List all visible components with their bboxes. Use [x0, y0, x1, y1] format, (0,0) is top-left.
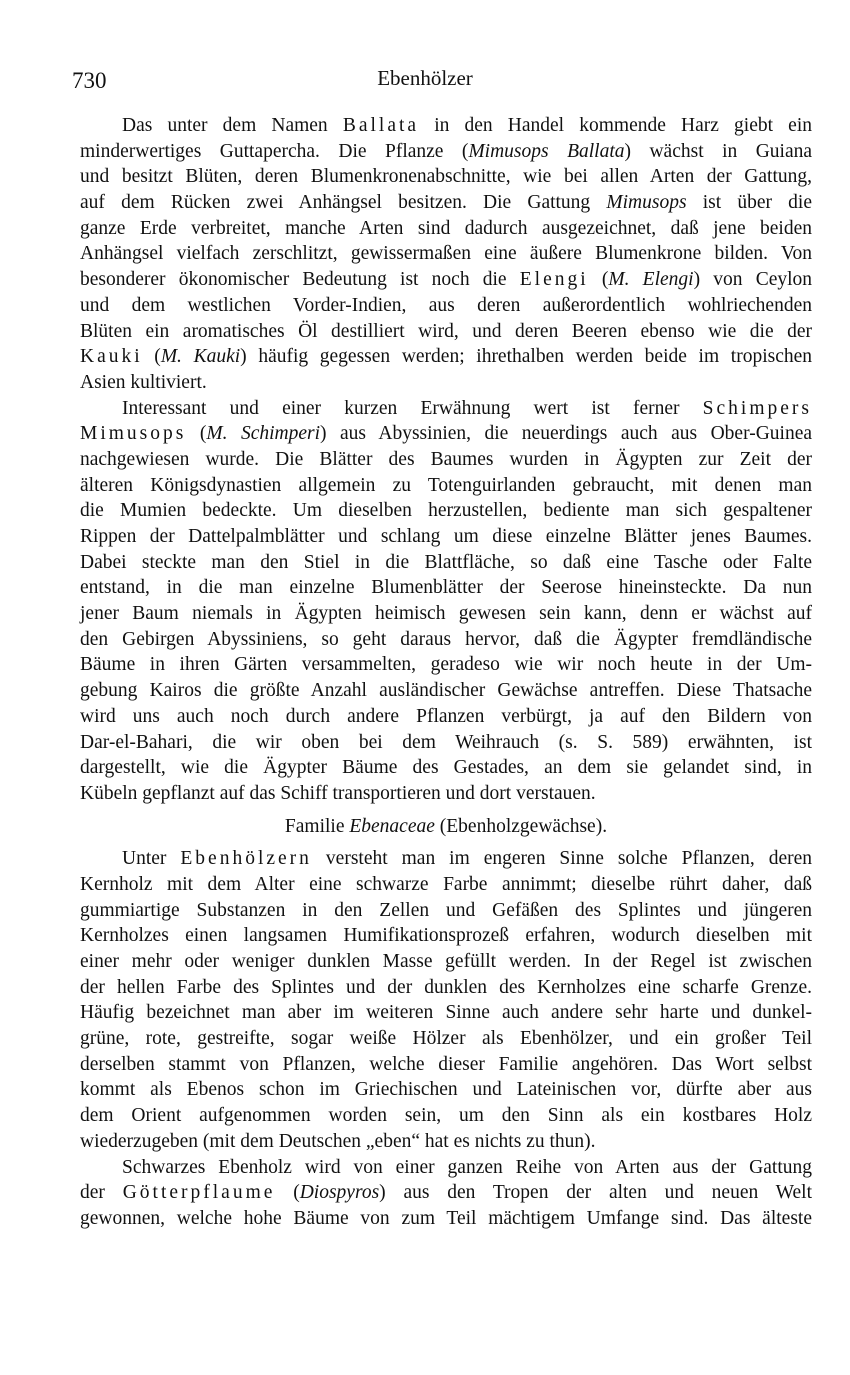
- spaced-text: Elengi: [519, 269, 589, 291]
- text-line: [80, 550, 812, 576]
- text-line: [80, 730, 812, 756]
- text-line: [80, 319, 812, 345]
- text-run: Asien kultiviert.: [80, 371, 207, 393]
- text-run: versteht man im engeren Sinne solche Pflanzen, deren: [311, 848, 812, 870]
- text-run: ist über die: [686, 192, 812, 214]
- text-line: [80, 344, 812, 370]
- text-run: Familie: [284, 815, 350, 837]
- text-run: Häufig bezeichnet man aber im weiteren Sinne auch andere sehr harte und dunkel-: [80, 1002, 812, 1024]
- text-run: (Ebenholzgewächse).: [434, 815, 608, 837]
- text-line: [80, 1180, 812, 1206]
- text-run: gummiartige Substanzen in den Zellen und Gefäßen des Splintes und jüngeren: [80, 899, 812, 921]
- text-line: [80, 575, 812, 601]
- text-run: in den Handel kommende Harz giebt ein: [419, 115, 812, 136]
- text-line: [80, 216, 812, 242]
- text-line: [80, 949, 812, 975]
- text-line: [80, 1026, 812, 1052]
- text-run: derselben stammt von Pflanzen, welche dieser Familie angehören. Das Wort selbst: [80, 1053, 812, 1075]
- text-line: [80, 846, 812, 872]
- text-run: der: [80, 1182, 123, 1204]
- text-line: [80, 781, 812, 807]
- text-run: minderwertiges Guttapercha. Die Pflanze (: [80, 140, 469, 162]
- page-body: [80, 113, 812, 1232]
- text-run: gewonnen, welche hohe Bäume von zum Teil mächtigem Umfange sind. Das älteste: [80, 1207, 812, 1229]
- text-line: [80, 755, 812, 781]
- italic-text: M. Schimperi: [206, 423, 321, 445]
- text-run: älteren Königsdynastien allgemein zu Totenguirlanden gebraucht, mit denen man: [80, 474, 812, 496]
- text-run: die Mumien bedeckte. Um dieselben herzustellen, bediente man sich gespaltener: [80, 500, 812, 522]
- text-line: [80, 872, 812, 898]
- text-run: Blüten ein aromatisches Öl destilliert wird, und deren Beeren ebenso wie die der: [80, 320, 812, 342]
- spaced-text: Götterpflaume: [122, 1182, 276, 1204]
- text-run: dargestellt, wie die Ägypter Bäume des Gestades, an dem sie gelandet sind, in: [80, 757, 812, 779]
- text-run: grüne, rote, gestreifte, sogar weiße Hölzer als Ebenhölzer, und ein großer Teil: [80, 1028, 812, 1050]
- text-line: [80, 1077, 812, 1103]
- text-run: den Gebirgen Abyssiniens, so geht daraus hervor, daß die Ägypter fremdländische: [80, 628, 812, 650]
- paragraph: [80, 396, 812, 807]
- text-run: jener Baum niemals in Ägypten heimisch gewesen sein kann, denn er wächst auf: [80, 603, 812, 625]
- text-line: [80, 1206, 812, 1232]
- text-line: [80, 267, 812, 293]
- text-run: und besitzt Blüten, deren Blumenkronenabschnitte, wie bei allen Arten der Gattung,: [80, 166, 812, 188]
- text-run: Rippen der Dattelpalmblätter und schlang um diese einzelne Blätter jenes Baumes.: [80, 526, 812, 547]
- text-line: [80, 652, 812, 678]
- text-run: entstand, in die man einzelne Blumenblätter der Seerose hineinsteckte. Da nun: [80, 577, 812, 599]
- text-run: ) häufig gegessen werden; ihrethalben werden beide im tropischen: [240, 346, 813, 368]
- text-run: besonderer ökonomischer Bedeutung ist noch die: [80, 269, 520, 291]
- text-run: ganze Erde verbreitet, manche Arten sind dadurch ausgezeichnet, daß jene beiden: [80, 217, 812, 239]
- text-run: gebung Kairos die größte Anzahl ausländischer Gewächse antreffen. Diese Thatsache: [80, 680, 812, 702]
- text-run: (: [588, 269, 609, 291]
- text-line: [80, 975, 812, 1001]
- text-run: wiederzugeben (mit dem Deutschen „eben“ hat es nichts zu thun).: [80, 1130, 596, 1152]
- paragraph: [80, 1155, 812, 1232]
- text-line: [80, 1103, 812, 1129]
- text-line: [80, 421, 812, 447]
- spaced-text: Ballata: [342, 115, 420, 136]
- text-run: ) aus Abyssinien, die neuerdings auch aus Ober-Guinea: [320, 423, 812, 445]
- text-run: ) aus den Tropen der alten und neuen Welt: [379, 1182, 812, 1204]
- text-line: [80, 396, 812, 422]
- text-run: kommt als Ebenos schon im Griechischen und Lateinischen vor, dürfte aber aus: [80, 1079, 812, 1101]
- text-line: [80, 923, 812, 949]
- section-heading: [80, 814, 812, 840]
- text-run: Das unter dem Namen: [122, 115, 343, 136]
- italic-text: Diospyros: [299, 1182, 380, 1204]
- text-run: (: [275, 1182, 300, 1204]
- text-line: [80, 139, 812, 165]
- text-run: Kernholz mit dem Alter eine schwarze Farbe annimmt; dieselbe rührt daher, daß: [80, 873, 812, 895]
- italic-text: Mimusops Ballata: [468, 140, 625, 162]
- paragraph: [80, 113, 812, 396]
- text-line: [80, 1155, 812, 1181]
- text-run: Kernholzes einen langsamen Humifikationsprozeß erfahren, wodurch dieselben mit: [80, 925, 812, 947]
- text-run: dem Orient aufgenommen worden sein, um den Sinn als ein kostbares Holz: [80, 1105, 812, 1127]
- text-line: [80, 601, 812, 627]
- italic-text: M. Elengi: [608, 269, 694, 291]
- text-run: einer mehr oder weniger dunklen Masse gefüllt werden. In der Regel ist zwischen: [80, 951, 812, 972]
- text-run: wird uns auch noch durch andere Pflanzen verbürgt, ja auf den Bildern von: [80, 705, 812, 727]
- text-line: [80, 473, 812, 499]
- text-run: der hellen Farbe des Splintes und der dunklen des Kernholzes eine scharfe Grenze.: [80, 976, 812, 998]
- text-run: Bäume in ihren Gärten versammelten, geradeso wie wir noch heute in der Um-: [80, 654, 812, 676]
- spaced-text: Schimpers: [702, 397, 812, 419]
- text-run: (: [142, 346, 161, 368]
- text-run: ) wächst in Guiana: [624, 140, 813, 162]
- running-title: Ebenhölzer: [377, 66, 473, 90]
- text-line: [80, 113, 812, 139]
- text-line: [80, 1129, 812, 1155]
- text-run: Anhängsel vielfach zerschlitzt, gewissermaßen eine äußere Blumenkrone bilden. Von: [80, 243, 812, 265]
- text-line: [80, 498, 812, 524]
- text-line: [80, 241, 812, 267]
- text-run: (: [186, 423, 207, 445]
- text-line: [80, 704, 812, 730]
- italic-text: M. Kauki: [160, 346, 241, 368]
- text-line: [80, 1000, 812, 1026]
- text-line: [80, 164, 812, 190]
- italic-text: Mimusops: [606, 192, 687, 214]
- text-line: [80, 627, 812, 653]
- text-run: Interessant und einer kurzen Erwähnung wert ist ferner: [122, 397, 703, 419]
- text-line: [80, 293, 812, 319]
- text-run: nachgewiesen wurde. Die Blätter des Baumes wurden in Ägypten zur Zeit der: [80, 448, 812, 470]
- text-run: Dabei steckte man den Stiel in die Blattfläche, so daß eine Tasche oder Falte: [80, 551, 812, 573]
- paragraph: [80, 846, 812, 1154]
- text-line: [80, 1052, 812, 1078]
- spaced-text: Ebenhölzern: [180, 848, 312, 870]
- text-line: [80, 678, 812, 704]
- text-line: [80, 898, 812, 924]
- text-run: und dem westlichen Vorder-Indien, aus deren außerordentlich wohlriechenden: [80, 294, 812, 316]
- page-number: 730: [72, 68, 107, 93]
- text-run: Dar-el-Bahari, die wir oben bei dem Weihrauch (s. S. 589) erwähnten, ist: [80, 731, 812, 753]
- text-run: ) von Ceylon: [693, 269, 813, 291]
- text-run: Unter: [122, 848, 181, 870]
- text-line: [80, 524, 812, 550]
- italic-text: Ebenaceae: [349, 815, 435, 837]
- text-line: [80, 447, 812, 473]
- text-run: Kübeln gepflanzt auf das Schiff transportieren und dort verstauen.: [80, 782, 596, 804]
- text-line: [80, 814, 812, 840]
- text-run: auf dem Rücken zwei Anhängsel besitzen. Die Gattung: [80, 192, 607, 214]
- text-line: [80, 370, 812, 396]
- spaced-text: Mimusops: [80, 423, 187, 445]
- text-line: [80, 190, 812, 216]
- spaced-text: Kauki: [80, 346, 143, 368]
- text-run: Schwarzes Ebenholz wird von einer ganzen Reihe von Arten aus der Gattung: [122, 1156, 812, 1178]
